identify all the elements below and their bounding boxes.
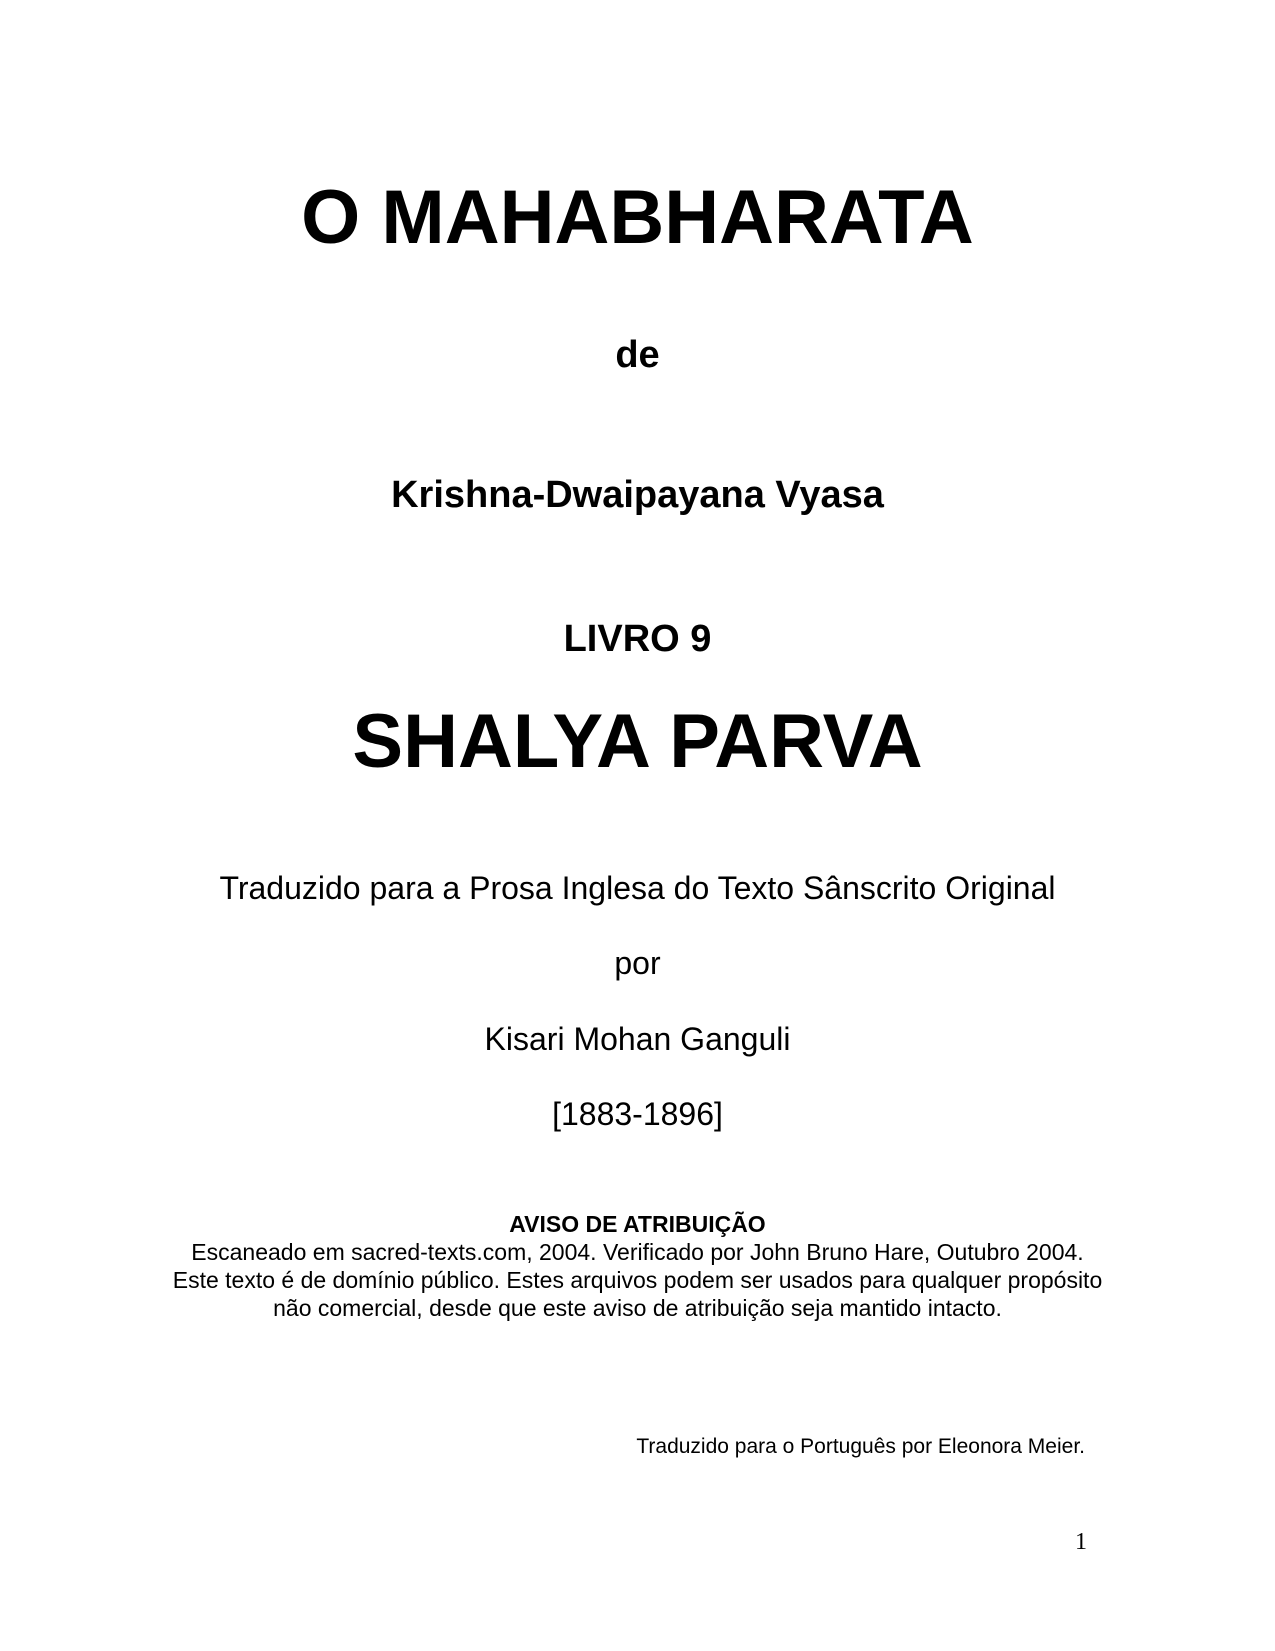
- book-number: LIVRO 9: [563, 618, 712, 660]
- attribution-notice: [170, 1210, 1105, 1322]
- page-number: 1: [1075, 1529, 1087, 1555]
- attribution-notice-title: AVISO DE ATRIBUIÇÃO: [509, 1211, 766, 1237]
- attribution-notice-body: Escaneado em sacred-texts.com, 2004. Verificado por John Bruno Hare, Outubro 2004. Este texto é de domínio público. Estes arquivos podem ser usados para qualquer propósito não comercial, desde que este aviso de atribuição seja mantido intacto.: [172, 1239, 1103, 1321]
- by-word: de: [615, 334, 660, 376]
- translation-note: Traduzido para a Prosa Inglesa do Texto Sânscrito Original: [219, 870, 1056, 906]
- main-title: O MAHABHARATA: [301, 175, 974, 260]
- portuguese-translator-credit: Traduzido para o Português por Eleonora Meier.: [636, 1435, 1085, 1458]
- author-name: Krishna-Dwaipayana Vyasa: [391, 474, 884, 516]
- translation-years: [1883-1896]: [552, 1096, 723, 1132]
- book-title: SHALYA PARVA: [352, 699, 923, 784]
- por-word: por: [614, 945, 661, 981]
- translator-name: Kisari Mohan Ganguli: [484, 1021, 791, 1057]
